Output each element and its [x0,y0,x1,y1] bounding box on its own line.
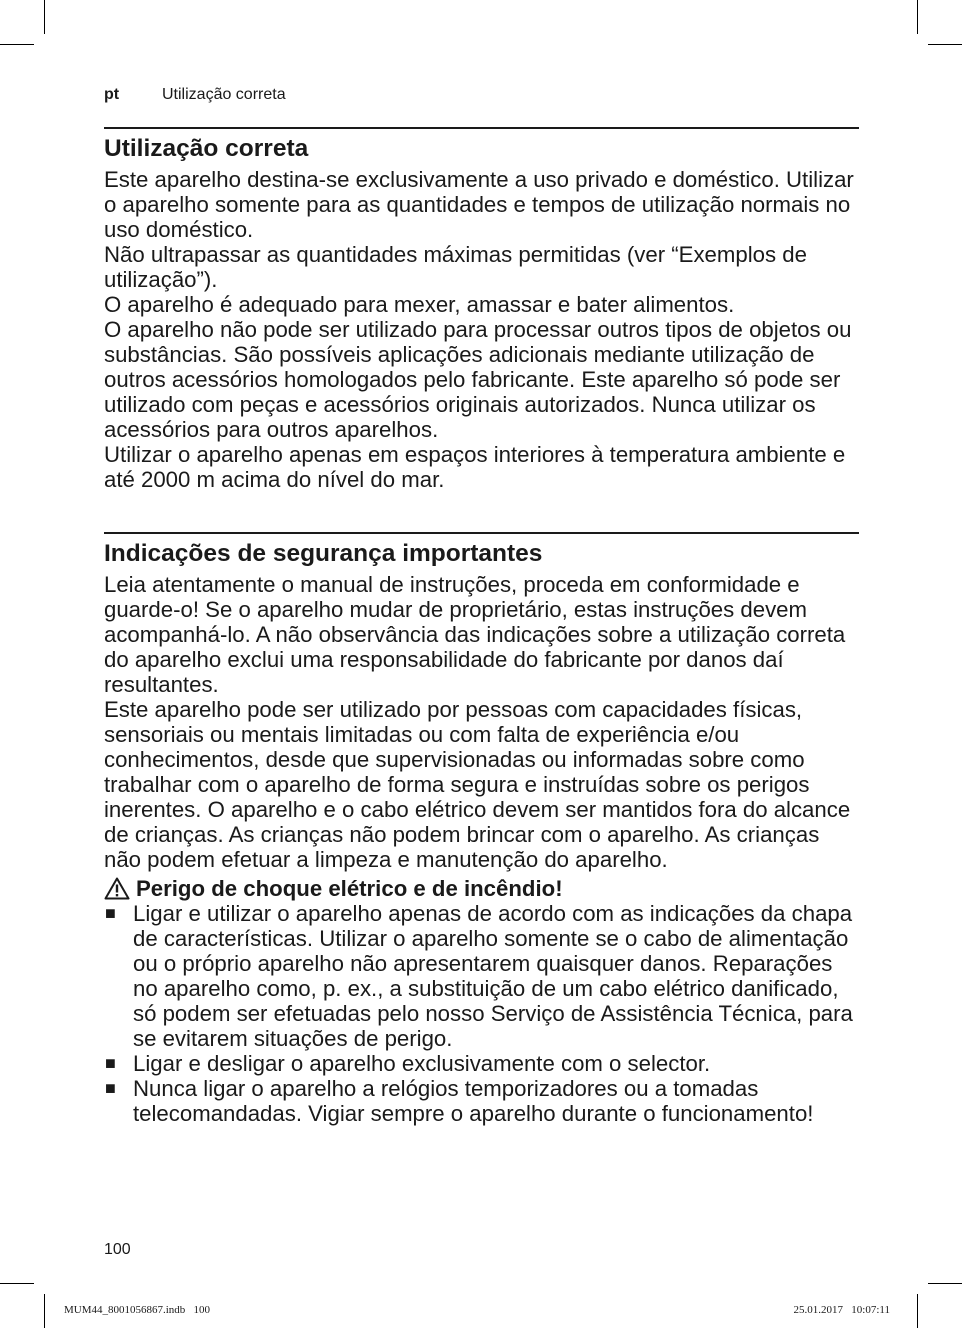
section-divider [104,127,859,129]
running-header [104,86,286,104]
paragraph: Este aparelho pode ser utilizado por pessoas com capacidades físicas, sensoriais ou mentais limitadas ou com falta de experiência e/ou conhecimentos, desde que supervisionadas ou informadas sobre como trabalhar com o aparelho de forma segura e instruídas sobre os perigos inerentes. O aparelho e o cabo elétrico devem ser mantidos fora do alcance de crianças. As crianças não podem brincar com o aparelho. As crianças não podem efetuar a limpeza e manutenção do aparelho. [104,697,851,872]
list-item [104,901,856,1051]
list-item [104,1051,856,1076]
bullet-marker: ■ [105,1053,116,1073]
header-section-title: Utilização correta [162,86,286,103]
crop-mark [0,44,34,45]
bullet-marker: ■ [105,903,116,923]
crop-mark [917,0,918,34]
print-file-info: MUM44_8001056867.indb 100 [64,1304,211,1316]
print-timestamp: 25.01.2017 10:07:11 [793,1304,890,1316]
crop-mark [44,0,45,34]
section-intended-use [104,134,856,492]
crop-mark [928,1283,962,1284]
paragraph: Leia atentamente o manual de instruções, proceda em conformidade e guarde-o! Se o aparelho mudar de proprietário, estas instruções devem acompanhá-lo. A não observância das indicações sobre a utilização correta do aparelho exclui uma responsabilidade do fabricante por danos daí resultantes. [104,572,846,697]
crop-mark [0,1283,34,1284]
section-title: Utilização correta [104,135,309,162]
section-divider [104,532,859,534]
warning-list [104,901,856,1126]
crop-mark [44,1294,45,1328]
warning-title: Perigo de choque elétrico e de incêndio! [136,876,563,901]
paragraph: Não ultrapassar as quantidades máximas permitidas (ver “Exemplos de utilização”). [104,242,807,292]
crop-mark [928,44,962,45]
section-title: Indicações de segurança importantes [104,540,543,567]
list-item-text: Ligar e desligar o aparelho exclusivamente com o selector. [133,1051,711,1076]
crop-mark [917,1294,918,1328]
list-item [104,1076,856,1126]
paragraph: O aparelho não pode ser utilizado para processar outros tipos de objetos ou substâncias. São possíveis aplicações adicionais mediante utilização de outros acessórios homologados pelo fabricante. Este aparelho só pode ser utilizado com peças e acessórios originais autorizados. Nunca utilizar os acessórios para outros aparelhos. [104,317,852,442]
language-code: pt [104,86,120,103]
warning-heading [104,876,856,901]
list-item-text: Nunca ligar o aparelho a relógios temporizadores ou a tomadas telecomandadas. Vigiar sempre o aparelho durante o funcionamento! [133,1076,814,1126]
bullet-marker: ■ [105,1078,116,1098]
section-safety [104,539,856,1126]
list-item-text: Ligar e utilizar o aparelho apenas de acordo com as indicações da chapa de características. Utilizar o aparelho somente se o cabo de alimentação ou o próprio aparelho não apresentarem quaisquer danos. Reparações no aparelho como, p. ex., a substituição de um cabo elétrico danificado, só podem ser efetuadas pelo nosso Serviço de Assistência Técnica, para se evitarem situações de perigo. [133,901,853,1051]
warning-triangle-icon [104,877,130,900]
paragraph: Utilizar o aparelho apenas em espaços interiores à temperatura ambiente e até 2000 m acima do nível do mar. [104,442,846,492]
page-number: 100 [104,1241,131,1258]
paragraph: Este aparelho destina-se exclusivamente a uso privado e doméstico. Utilizar o aparelho somente para as quantidades e tempos de utilização normais no uso doméstico. [104,167,854,242]
paragraph: O aparelho é adequado para mexer, amassar e bater alimentos. [104,292,735,317]
